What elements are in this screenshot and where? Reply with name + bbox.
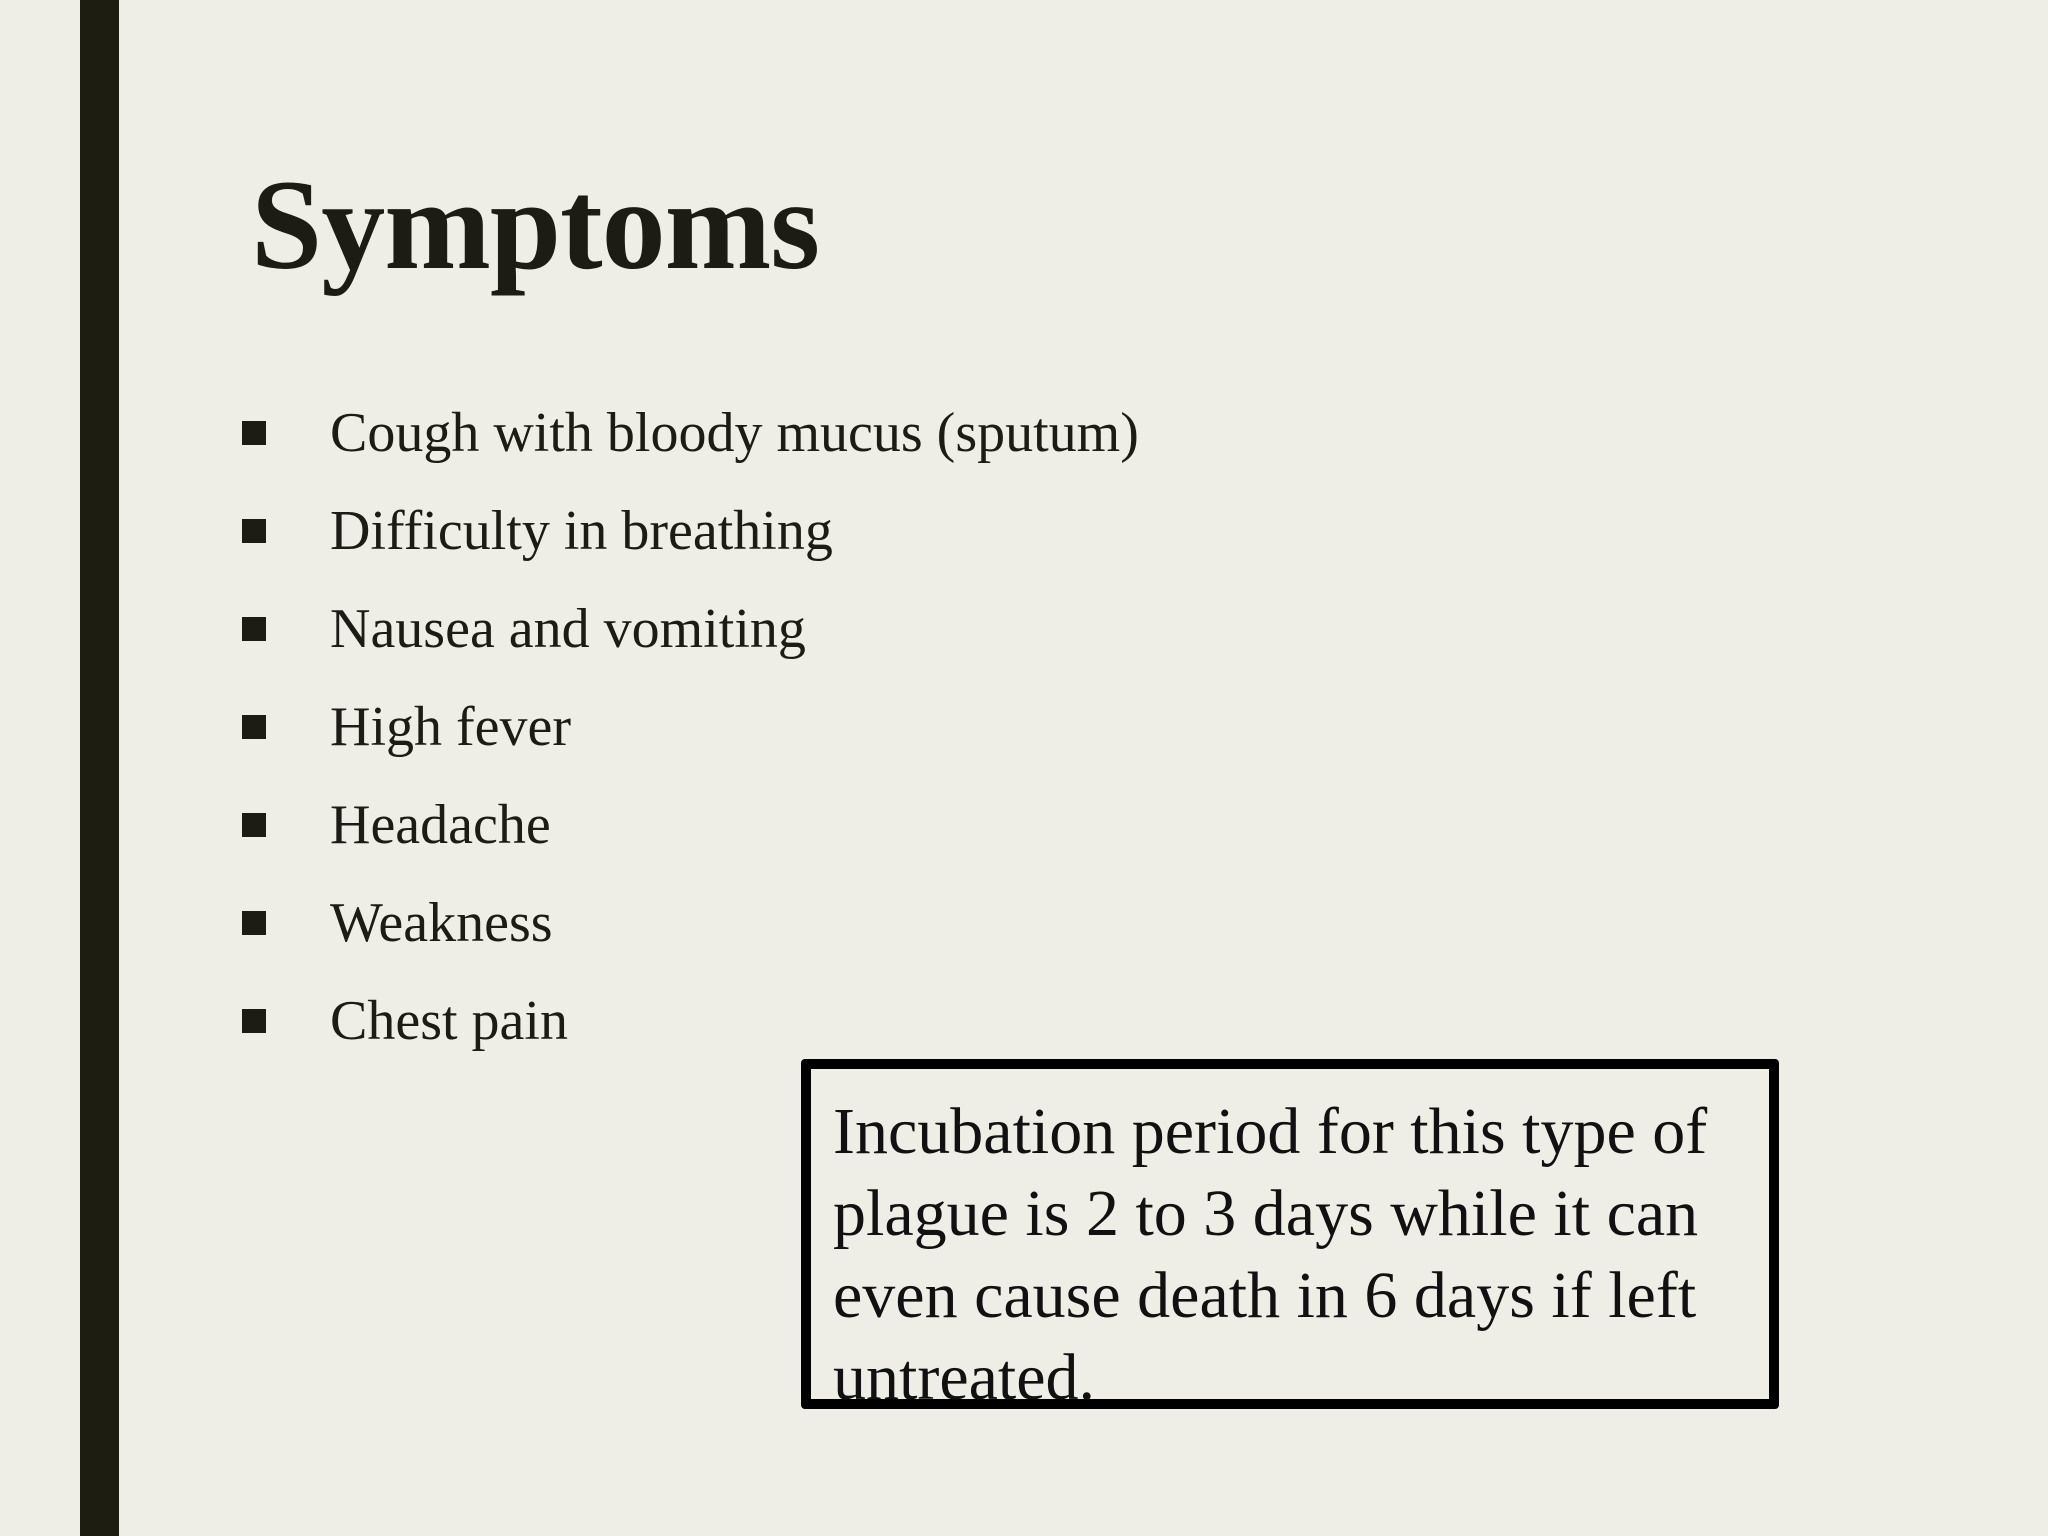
square-bullet-icon xyxy=(242,911,266,935)
square-bullet-icon xyxy=(242,715,266,739)
list-item-text: Difficulty in breathing xyxy=(330,500,833,562)
square-bullet-icon xyxy=(242,519,266,543)
slide-title: Symptoms xyxy=(251,154,820,296)
square-bullet-icon xyxy=(242,813,266,837)
list-item-text: Nausea and vomiting xyxy=(330,598,806,660)
list-item-text: High fever xyxy=(330,696,572,758)
list-item-text: Weakness xyxy=(330,892,553,954)
list-item xyxy=(238,972,1139,1070)
list-item-text: Headache xyxy=(330,794,551,856)
symptom-list xyxy=(238,384,1139,1070)
list-item xyxy=(238,384,1139,482)
callout-text: Incubation period for this type of plague is 2 to 3 days while it can even cause death in 6 days if left untreated. xyxy=(833,1095,1708,1414)
square-bullet-icon xyxy=(242,617,266,641)
list-item-text: Cough with bloody mucus (sputum) xyxy=(330,402,1139,464)
square-bullet-icon xyxy=(242,421,266,445)
accent-bar xyxy=(80,0,119,1536)
list-item xyxy=(238,874,1139,972)
square-bullet-icon xyxy=(242,1009,266,1033)
list-item-text: Chest pain xyxy=(330,990,568,1052)
incubation-callout-box xyxy=(801,1059,1779,1414)
list-item xyxy=(238,482,1139,580)
list-item xyxy=(238,776,1139,874)
list-item xyxy=(238,678,1139,776)
list-item xyxy=(238,580,1139,678)
